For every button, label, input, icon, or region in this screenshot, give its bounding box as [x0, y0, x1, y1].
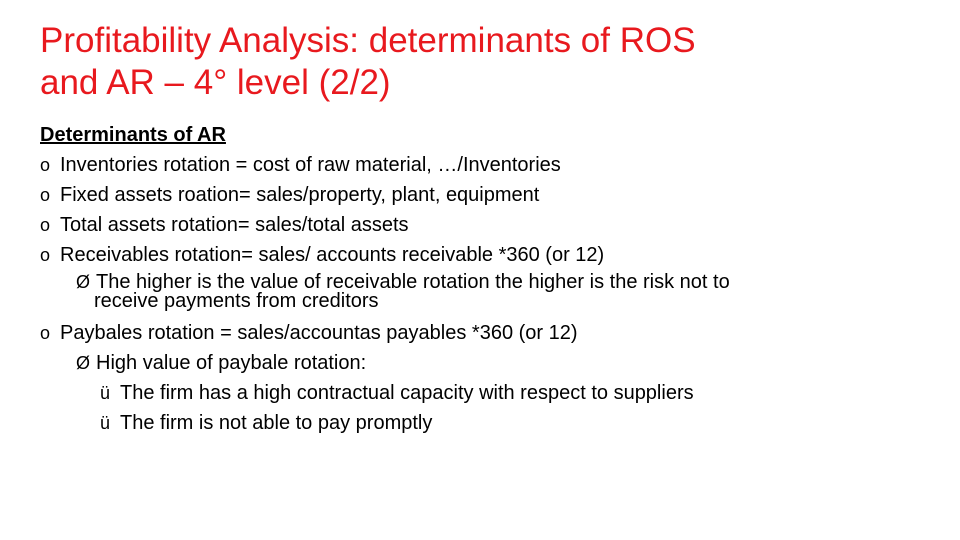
point-contractual-capacity	[40, 378, 920, 408]
checkmark-bullet-icon: ü	[100, 413, 111, 433]
arrow-bullet-icon: Ø	[76, 353, 91, 373]
list-item-total-assets	[40, 210, 920, 240]
sub-item-receivables-risk-continued	[40, 290, 920, 312]
point-text: The firm has a high contractual capacity with respect to suppliers	[120, 382, 694, 404]
sub-item-text: The higher is the value of receivable rotation the higher is the risk not to	[96, 271, 730, 293]
sub-item-text: High value of paybale rotation:	[96, 352, 367, 374]
checkmark-bullet-icon: ü	[100, 383, 111, 403]
circle-bullet-icon: o	[40, 155, 51, 175]
circle-bullet-icon: o	[40, 323, 51, 343]
list-item-fixed-assets	[40, 180, 920, 210]
list-item-inventories	[40, 150, 920, 180]
arrow-bullet-icon: Ø	[76, 272, 91, 292]
circle-bullet-icon: o	[40, 245, 51, 265]
slide-body	[40, 120, 920, 438]
circle-bullet-icon: o	[40, 215, 51, 235]
slide-title	[40, 20, 920, 104]
list-item-payables	[40, 318, 920, 348]
title-line-1: Profitability Analysis: determinants of ROS	[40, 21, 696, 60]
list-item-text: Receivables rotation= sales/ accounts receivable *360 (or 12)	[60, 244, 605, 266]
point-pay-promptly	[40, 408, 920, 438]
list-item-text: Paybales rotation = sales/accountas payables *360 (or 12)	[60, 322, 578, 344]
circle-bullet-icon: o	[40, 185, 51, 205]
title-line-2: and AR – 4° level (2/2)	[40, 63, 391, 102]
list-item-text: Fixed assets roation= sales/property, plant, equipment	[60, 184, 540, 206]
point-text: The firm is not able to pay promptly	[120, 412, 433, 434]
list-item-text: Inventories rotation = cost of raw material, …/Inventories	[60, 154, 561, 176]
list-item-receivables	[40, 240, 920, 270]
sub-item-text-continued: receive payments from creditors	[94, 290, 379, 312]
list-item-text: Total assets rotation= sales/total assets	[60, 214, 409, 236]
section-heading: Determinants of AR	[40, 124, 226, 146]
sub-item-payables-high-value	[40, 348, 920, 378]
